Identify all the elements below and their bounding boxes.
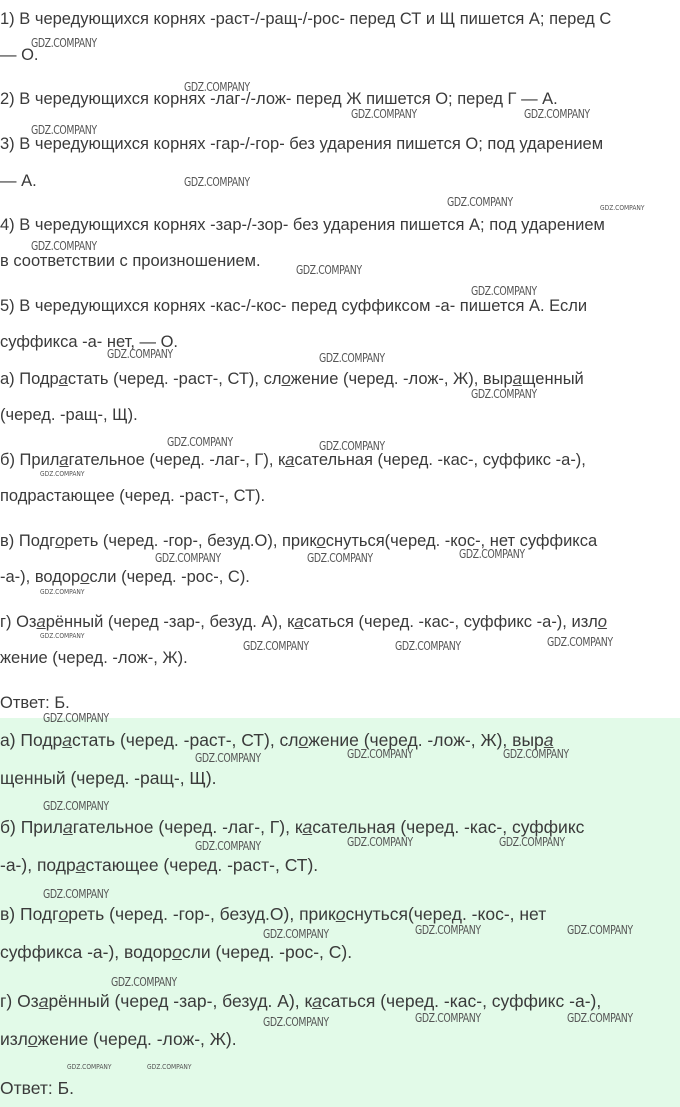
rule-1-cont: — О. <box>0 46 39 64</box>
watermark: GDZ.COMPANY <box>319 439 385 453</box>
watermark: GDZ.COMPANY <box>243 639 309 653</box>
hl-example-a-line-2: щенный (черед. -ращ-, Щ). <box>0 768 217 788</box>
rule-5: 5) В чередующихся корнях -кас-/-кос- перед суффиксом -а- пишется А. Если <box>0 297 588 315</box>
rule-3: 3) В чередующихся корнях -гар-/-гор- без ударения пишется О; под ударением <box>0 135 604 153</box>
example-v-line-2: -а-), водоросли (черед. -рос-, С). <box>0 568 250 586</box>
watermark: GDZ.COMPANY <box>195 751 261 765</box>
watermark: GDZ.COMPANY <box>40 632 85 640</box>
rule-2: 2) В чередующихся корнях -лаг-/-лож- перед Ж пишется О; перед Г — А. <box>0 90 558 108</box>
rule-4-cont: в соответствии с произношением. <box>0 252 261 270</box>
example-g-line-2: жение (черед. -лож-, Ж). <box>0 649 188 667</box>
hl-example-b-line-1: б) Прилагательное (черед. -лаг-, Г), касательная (черед. -кас-, суффикс <box>0 817 585 837</box>
watermark: GDZ.COMPANY <box>40 470 85 478</box>
hl-example-a-line-1: а) Подрастать (черед. -раст-, СТ), сложение (черед. -лож-, Ж), выра <box>0 730 554 750</box>
example-v-line-1: в) Подгореть (черед. -гор-, безуд.О), прикоснуться(черед. -кос-, нет суффикса <box>0 532 598 550</box>
example-a-line-1: а) Подрастать (черед. -раст-, СТ), сложение (черед. -лож-, Ж), выращенный <box>0 370 584 388</box>
hl-example-g-line-2: изложение (черед. -лож-, Ж). <box>0 1029 237 1049</box>
watermark: GDZ.COMPANY <box>600 204 645 212</box>
answer-top: Ответ: Б. <box>0 694 70 712</box>
watermark: GDZ.COMPANY <box>195 839 261 853</box>
watermark: GDZ.COMPANY <box>347 747 413 761</box>
watermark: GDZ.COMPANY <box>447 195 513 209</box>
watermark: GDZ.COMPANY <box>155 551 221 565</box>
rule-5-cont: суффикса -а- нет, — О. <box>0 333 178 351</box>
watermark: GDZ.COMPANY <box>184 80 250 94</box>
watermark: GDZ.COMPANY <box>263 927 329 941</box>
example-g-line-1: г) Озарённый (черед -зар-, безуд. А), касаться (черед. -кас-, суффикс -а-), изло <box>0 613 607 631</box>
watermark: GDZ.COMPANY <box>351 107 417 121</box>
watermark: GDZ.COMPANY <box>415 1011 481 1025</box>
watermark: GDZ.COMPANY <box>43 711 109 725</box>
rule-4: 4) В чередующихся корнях -зар-/-зор- без ударения пишется А; под ударением <box>0 216 605 234</box>
watermark: GDZ.COMPANY <box>263 1015 329 1029</box>
example-a-line-2: (черед. -ращ-, Щ). <box>0 406 138 424</box>
rule-1: 1) В чередующихся корнях -раст-/-ращ-/-рос- перед СТ и Щ пишется А; перед С <box>0 10 612 28</box>
hl-example-b-line-2: -а-), подрастающее (черед. -раст-, СТ). <box>0 855 319 875</box>
watermark: GDZ.COMPANY <box>567 923 633 937</box>
watermark: GDZ.COMPANY <box>43 799 109 813</box>
hl-example-v-line-1: в) Подгореть (черед. -гор-, безуд.О), прикоснуться(черед. -кос-, нет <box>0 904 547 924</box>
watermark: GDZ.COMPANY <box>67 1063 112 1071</box>
watermark: GDZ.COMPANY <box>459 547 525 561</box>
watermark: GDZ.COMPANY <box>547 635 613 649</box>
watermark: GDZ.COMPANY <box>524 107 590 121</box>
watermark: GDZ.COMPANY <box>471 387 537 401</box>
watermark: GDZ.COMPANY <box>147 1063 192 1071</box>
watermark: GDZ.COMPANY <box>319 351 385 365</box>
example-b-line-2: подрастающее (черед. -раст-, СТ). <box>0 487 266 505</box>
watermark: GDZ.COMPANY <box>184 175 250 189</box>
example-b-line-1: б) Прилагательное (черед. -лаг-, Г), касательная (черед. -кас-, суффикс -а-), <box>0 451 586 469</box>
watermark: GDZ.COMPANY <box>503 747 569 761</box>
watermark: GDZ.COMPANY <box>43 887 109 901</box>
watermark: GDZ.COMPANY <box>471 284 537 298</box>
hl-example-g-line-1: г) Озарённый (черед -зар-, безуд. А), касаться (черед. -кас-, суффикс -а-), <box>0 991 602 1011</box>
watermark: GDZ.COMPANY <box>31 239 97 253</box>
rule-3-cont: — А. <box>0 172 37 190</box>
watermark: GDZ.COMPANY <box>296 263 362 277</box>
answer-bottom: Ответ: Б. <box>0 1078 74 1098</box>
watermark: GDZ.COMPANY <box>415 923 481 937</box>
watermark: GDZ.COMPANY <box>31 36 97 50</box>
watermark: GDZ.COMPANY <box>107 347 173 361</box>
watermark: GDZ.COMPANY <box>499 835 565 849</box>
watermark: GDZ.COMPANY <box>111 975 177 989</box>
watermark: GDZ.COMPANY <box>567 1011 633 1025</box>
watermark: GDZ.COMPANY <box>31 123 97 137</box>
watermark: GDZ.COMPANY <box>167 435 233 449</box>
watermark: GDZ.COMPANY <box>40 588 85 596</box>
watermark: GDZ.COMPANY <box>347 835 413 849</box>
watermark: GDZ.COMPANY <box>307 551 373 565</box>
hl-example-v-line-2: суффикса -а-), водоросли (черед. -рос-, С). <box>0 942 353 962</box>
watermark: GDZ.COMPANY <box>395 639 461 653</box>
